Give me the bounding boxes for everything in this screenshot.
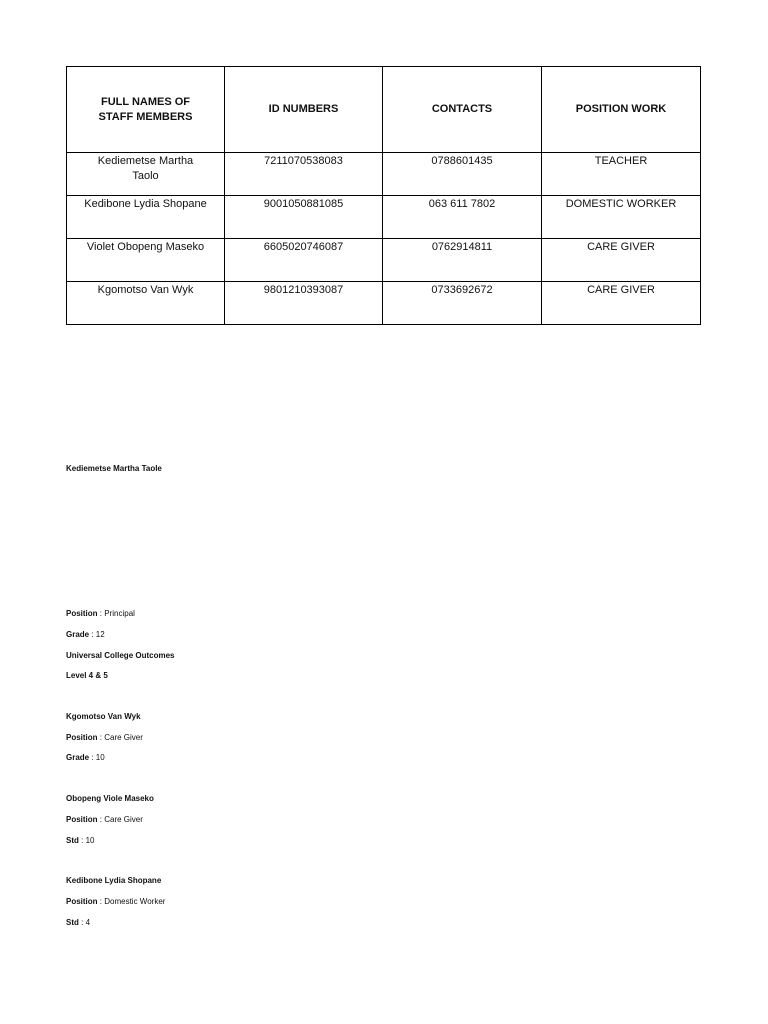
profile-position: Position : Care Giver — [66, 733, 143, 742]
profile-grade: Grade : 12 — [66, 630, 105, 639]
profile-name-text: Obopeng Viole Maseko — [66, 794, 154, 803]
profile-position: Position : Principal — [66, 609, 135, 618]
header-contacts — [383, 67, 542, 153]
profile-name-text: Kediemetse Martha Taole — [66, 464, 162, 473]
level-text: Level 4 & 5 — [66, 671, 108, 680]
table-row — [67, 196, 701, 239]
profile-name — [66, 464, 162, 474]
profile-qualification — [66, 651, 174, 661]
profile-std: Std : 4 — [66, 918, 91, 927]
position-label: Position — [66, 733, 98, 742]
std-value: 10 — [85, 836, 95, 845]
table-header-row — [67, 67, 701, 153]
table-row — [67, 239, 701, 282]
cell-contact: 0788601435 — [383, 153, 542, 196]
position-label: Position — [66, 815, 98, 824]
profile-position: Position : Domestic Worker — [66, 897, 166, 906]
cell-contact: 0733692672 — [383, 282, 542, 325]
profile-grade: Grade : 10 — [66, 753, 105, 762]
cell-contact: 0762914811 — [383, 239, 542, 282]
header-position-work-text: POSITION WORK — [575, 103, 667, 115]
cell-name: Kedibone Lydia Shopane — [67, 196, 225, 239]
cell-position: TEACHER — [542, 153, 701, 196]
grade-value: 10 — [95, 753, 105, 762]
profile-level — [66, 671, 108, 681]
cell-name: Violet Obopeng Maseko — [67, 239, 225, 282]
header-id-numbers-text: ID NUMBERS — [268, 103, 339, 115]
position-label: Position — [66, 897, 98, 906]
header-contacts-text: CONTACTS — [431, 103, 493, 115]
profile-name — [66, 876, 161, 886]
profile-name-text: Kedibone Lydia Shopane — [66, 876, 162, 885]
position-value: Care Giver — [104, 733, 143, 742]
cell-position: CARE GIVER — [542, 282, 701, 325]
profile-std: Std : 10 — [66, 836, 95, 845]
cell-id: 6605020746087 — [225, 239, 383, 282]
cell-id: 9001050881085 — [225, 196, 383, 239]
table-row — [67, 153, 701, 196]
qualification-text: Universal College Outcomes — [66, 651, 175, 660]
profile-position: Position : Care Giver — [66, 815, 143, 824]
position-value: Care Giver — [104, 815, 143, 824]
staff-table — [66, 66, 701, 325]
header-id-numbers — [225, 67, 383, 153]
cell-contact: 063 611 7802 — [383, 196, 542, 239]
position-value: Principal — [104, 609, 135, 618]
profile-name — [66, 712, 141, 722]
profile-name-text: Kgomotso Van Wyk — [66, 712, 141, 721]
grade-label: Grade — [66, 753, 90, 762]
header-position-work — [542, 67, 701, 153]
cell-name — [67, 153, 225, 196]
position-label: Position — [66, 609, 98, 618]
position-value: Domestic Worker — [104, 897, 166, 906]
grade-label: Grade — [66, 630, 90, 639]
std-label: Std — [66, 836, 79, 845]
header-full-names — [67, 67, 225, 153]
cell-id: 7211070538083 — [225, 153, 383, 196]
header-full-names-text: FULL NAMES OF STAFF MEMBERS — [98, 95, 193, 123]
cell-name-text: Kediemetse Martha Taolo — [97, 155, 194, 182]
grade-value: 12 — [95, 630, 105, 639]
std-value: 4 — [85, 918, 91, 927]
std-label: Std — [66, 918, 79, 927]
cell-name: Kgomotso Van Wyk — [67, 282, 225, 325]
cell-id: 9801210393087 — [225, 282, 383, 325]
profile-name — [66, 794, 154, 804]
cell-position: CARE GIVER — [542, 239, 701, 282]
cell-position: DOMESTIC WORKER — [542, 196, 701, 239]
table-row — [67, 282, 701, 325]
